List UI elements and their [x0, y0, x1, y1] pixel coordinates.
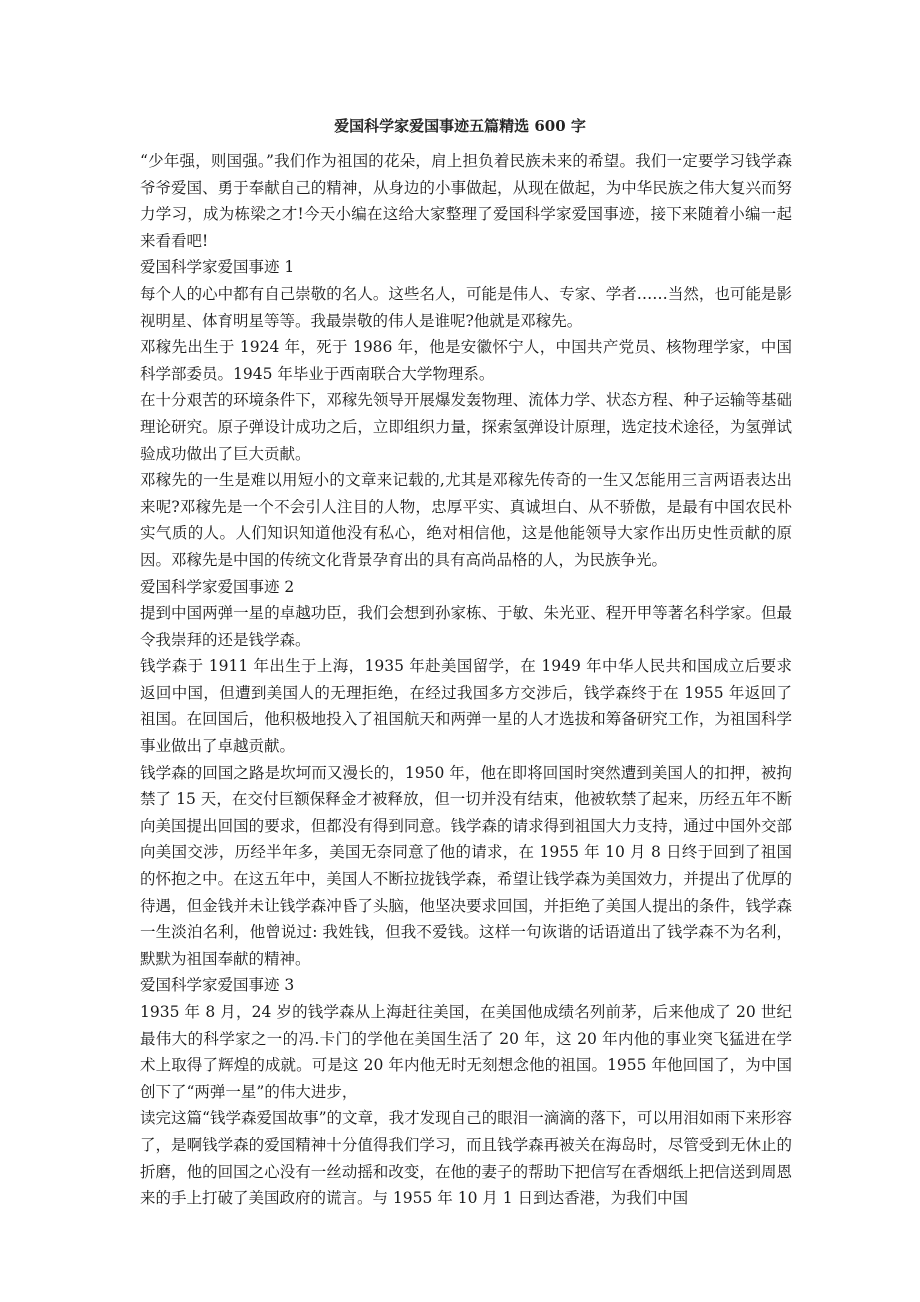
paragraph: 每个人的心中都有自己崇敬的名人。这些名人，可能是伟人、专家、学者……当然，也可能是影视明星、体育明星等等。我最崇敬的伟人是谁呢?他就是邓稼先。: [140, 284, 792, 330]
paragraph: 邓稼先出生于 1924 年，死于 1986 年，他是安徽怀宁人，中国共产党员、核物理学家，中国科学部委员。1945 年毕业于西南联合大学物理系。: [140, 338, 792, 383]
paragraph: 邓稼先的一生是难以用短小的文章来记载的,尤其是邓稼先传奇的一生又怎能用三言两语表达出来呢?邓稼先是一个不会引人注目的人物，忠厚平实、真诚坦白、从不骄傲，是最有中国农民朴实气质的人。人们知识知道他没有私心，绝对相信他，这是他能领导大家作出历史性贡献的原因。邓稼先是中国的传统文化背景孕育出的具有高尚品格的人，为民族争光。: [140, 471, 792, 569]
paragraph: 1935 年 8 月，24 岁的钱学森从上海赶往美国，在美国他成绩名列前茅，后来他成了 20 世纪最伟大的科学家之一的冯.卡门的学他在美国生活了 20 年，这 20 年内他的事业突飞猛进在学术上取得了辉煌的成就。可是这 20 年内他无时无刻想念他的祖国。1955 年他回国了，为中国创下了“两弹一星”的伟大进步，: [140, 1003, 792, 1101]
paragraph: 读完这篇“钱学森爱国故事”的文章，我才发现自己的眼泪一滴滴的落下，可以用泪如雨下来形容了，是啊钱学森的爱国精神十分值得我们学习，而且钱学森再被关在海岛时，尽管受到无休止的折磨，他的回国之心没有一丝动摇和改变，在他的妻子的帮助下把信写在香烟纸上把信送到周恩来的手上打破了美国政府的谎言。与 1955 年 10 月 1 日到达香港，为我们中国: [140, 1109, 792, 1208]
section-heading: 爱国科学家爱国事迹 2: [140, 577, 295, 596]
paragraph: “少年强，则国强。”我们作为祖国的花朵，肩上担负着民族未来的希望。我们一定要学习钱学森爷爷爱国、勇于奉献自己的精神，从身边的小事做起，从现在做起，为中华民族之伟大复兴而努力学习，成为栋梁之才!今天小编在这给大家整理了爱国科学家爱国事迹，接下来随着小编一起来看看吧!: [140, 152, 792, 250]
section-heading: 爱国科学家爱国事迹 3: [140, 976, 295, 995]
paragraph: 在十分艰苦的环境条件下，邓稼先领导开展爆发轰物理、流体力学、状态方程、种子运输等基础理论研究。原子弹设计成功之后，立即组织力量，探索氢弹设计原理，选定技术途径，为氢弹试验成功做出了巨大贡献。: [140, 391, 792, 463]
document-body: [140, 148, 792, 1212]
document-title: 爱国科学家爱国事迹五篇精选 600 字: [334, 117, 586, 135]
section-heading: 爱国科学家爱国事迹 1: [140, 258, 295, 277]
paragraph: 钱学森于 1911 年出生于上海，1935 年赴美国留学，在 1949 年中华人民共和国成立后要求返回中国，但遭到美国人的无理拒绝，在经过我国多方交涉后，钱学森终于在 1955 年返回了祖国。在回国后，他积极地投入了祖国航天和两弹一星的人才选拔和筹备研究工作，为祖国科学事业做出了卓越贡献。: [140, 657, 792, 756]
paragraph: 钱学森的回国之路是坎坷而又漫长的，1950 年，他在即将回国时突然遭到美国人的扣押，被拘禁了 15 天，在交付巨额保释金才被释放，但一切并没有结束，他被软禁了起来，历经五年不断向美国提出回国的要求，但都没有得到同意。钱学森的请求得到祖国大力支持，通过中国外交部向美国交涉，历经半年多，美国无奈同意了他的请求，在 1955 年 10 月 8 日终于回到了祖国的怀抱之中。在这五年中，美国人不断拉拢钱学森，希望让钱学森为美国效力，并提出了优厚的待遇，但金钱并未让钱学森冲昏了头脑，他坚决要求回国，并拒绝了美国人提出的条件，钱学森一生淡泊名利，他曾说过: 我姓钱，但我不爱钱。这样一句诙谐的话语道出了钱学森不为名利，默默为祖国奉献的精神。: [140, 763, 792, 968]
paragraph: 提到中国两弹一星的卓越功臣，我们会想到孙家栋、于敏、朱光亚、程开甲等著名科学家。但最令我崇拜的还是钱学森。: [140, 604, 792, 649]
